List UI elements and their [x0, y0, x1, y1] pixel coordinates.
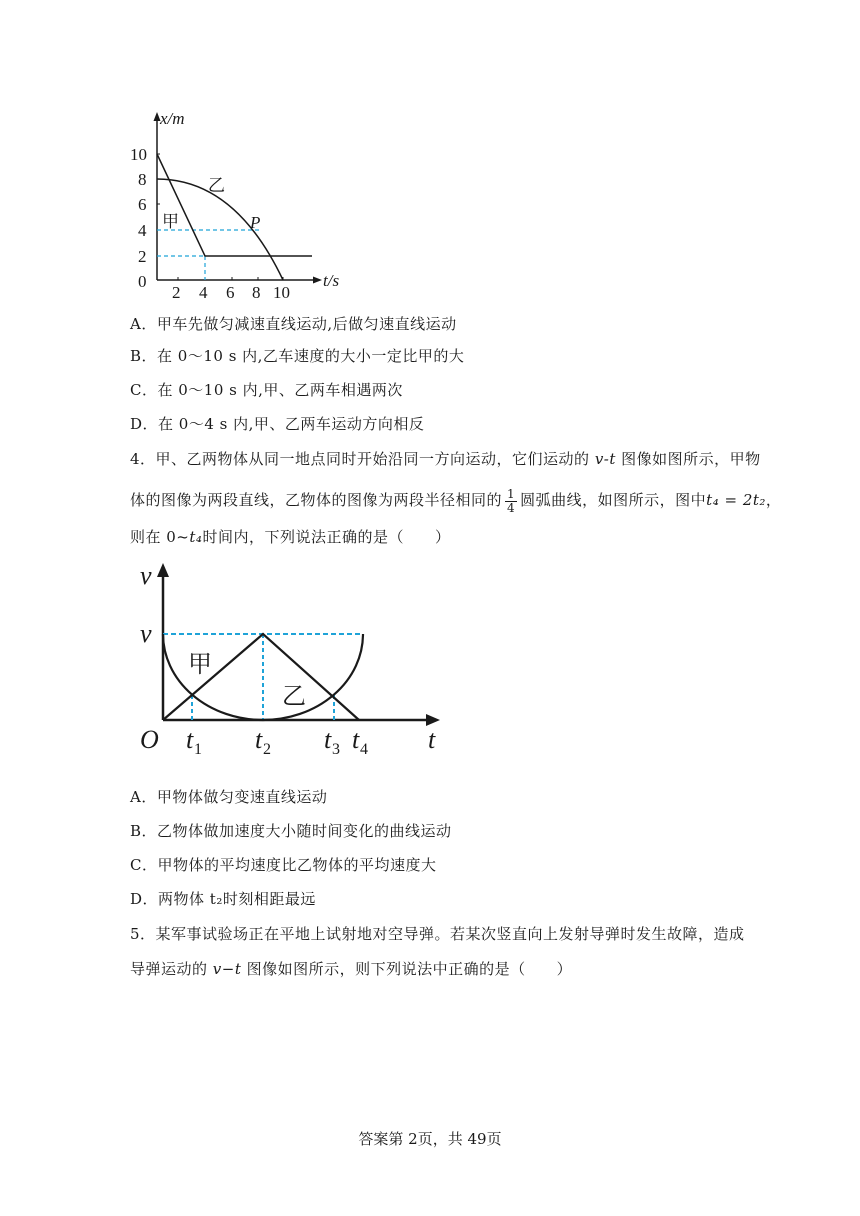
label-yi: 乙 [208, 176, 225, 195]
q3-option-a: A．甲车先做匀减速直线运动,后做匀速直线运动 [130, 315, 457, 333]
y-tick-6: 6 [138, 195, 147, 214]
y-tick-2: 2 [138, 247, 147, 266]
t4-subscript: 4 [360, 741, 368, 758]
q4-option-b: B．乙物体做加速度大小随时间变化的曲线运动 [130, 822, 452, 840]
jia-line [157, 154, 312, 256]
label-yi: 乙 [282, 684, 306, 710]
v-axis-arrow [157, 563, 169, 577]
t3-subscript: 3 [332, 741, 340, 758]
t3-label: t [324, 725, 332, 754]
q5-stem-line1: 5．某军事试验场正在平地上试射地对空导弹。若某次竖直向上发射导弹时发生故障，造成 [130, 925, 745, 943]
v-axis-label: v [140, 561, 152, 590]
q4-option-a: A．甲物体做匀变速直线运动 [130, 788, 328, 806]
label-jia: 甲 [162, 212, 179, 231]
q4-stem-line1: 4．甲、乙两物体从同一地点同时开始沿同一方向运动，它们运动的 v-t 图像如图所示，甲物 [130, 450, 761, 468]
x-tick-4: 4 [199, 283, 208, 298]
origin-label: O [140, 725, 159, 754]
label-p: P [250, 213, 261, 232]
y-tick-10: 10 [130, 145, 147, 164]
x-tick-8: 8 [252, 283, 261, 298]
xt-graph [120, 108, 360, 298]
t1-label: t [186, 725, 194, 754]
q4-option-d: D．两物体 t₂时刻相距最远 [130, 890, 316, 908]
v-tick-label: v [140, 619, 152, 648]
quarter-fraction: $\frac{1}{4}$ [507, 486, 516, 515]
q4-stem-line2: 体的图像为两段直线，乙物体的图像为两段半径相同的 $\frac{1}{4}$ 圆弧曲线，如图所示，图中t₄ = 2t₂， [130, 486, 782, 515]
x-tick-6: 6 [226, 283, 235, 298]
t4-label: t [352, 725, 360, 754]
q4-stem-line3: 则在 0~t₄时间内，下列说法正确的是（ ） [130, 528, 451, 546]
x-tick-10: 10 [273, 283, 290, 298]
y-tick-4: 4 [138, 221, 147, 240]
y-tick-8: 8 [138, 170, 147, 189]
q3-option-b: B．在 0～10 s 内,乙车速度的大小一定比甲的大 [130, 347, 465, 365]
y-tick-0: 0 [138, 272, 147, 291]
q3-option-d: D．在 0～4 s 内,甲、乙两车运动方向相反 [130, 415, 425, 433]
q4-option-c: C．甲物体的平均速度比乙物体的平均速度大 [130, 856, 437, 874]
t2-subscript: 2 [263, 741, 271, 758]
t1-subscript: 1 [194, 741, 202, 758]
q5-stem-line2: 导弹运动的 v−t 图像如图所示，则下列说法中正确的是（ ） [130, 960, 573, 978]
q3-option-c: C．在 0～10 s 内,甲、乙两车相遇两次 [130, 381, 403, 399]
vt-graph [130, 558, 450, 760]
x-axis-arrow [313, 277, 322, 284]
y-axis-label: x/m [160, 109, 185, 128]
t-axis-label: t [428, 725, 436, 754]
label-jia: 甲 [188, 652, 212, 678]
x-tick-2: 2 [172, 283, 181, 298]
t2-label: t [255, 725, 263, 754]
page-footer: 答案第 2页，共 49页 [358, 1130, 502, 1148]
x-axis-label: t/s [323, 271, 340, 290]
